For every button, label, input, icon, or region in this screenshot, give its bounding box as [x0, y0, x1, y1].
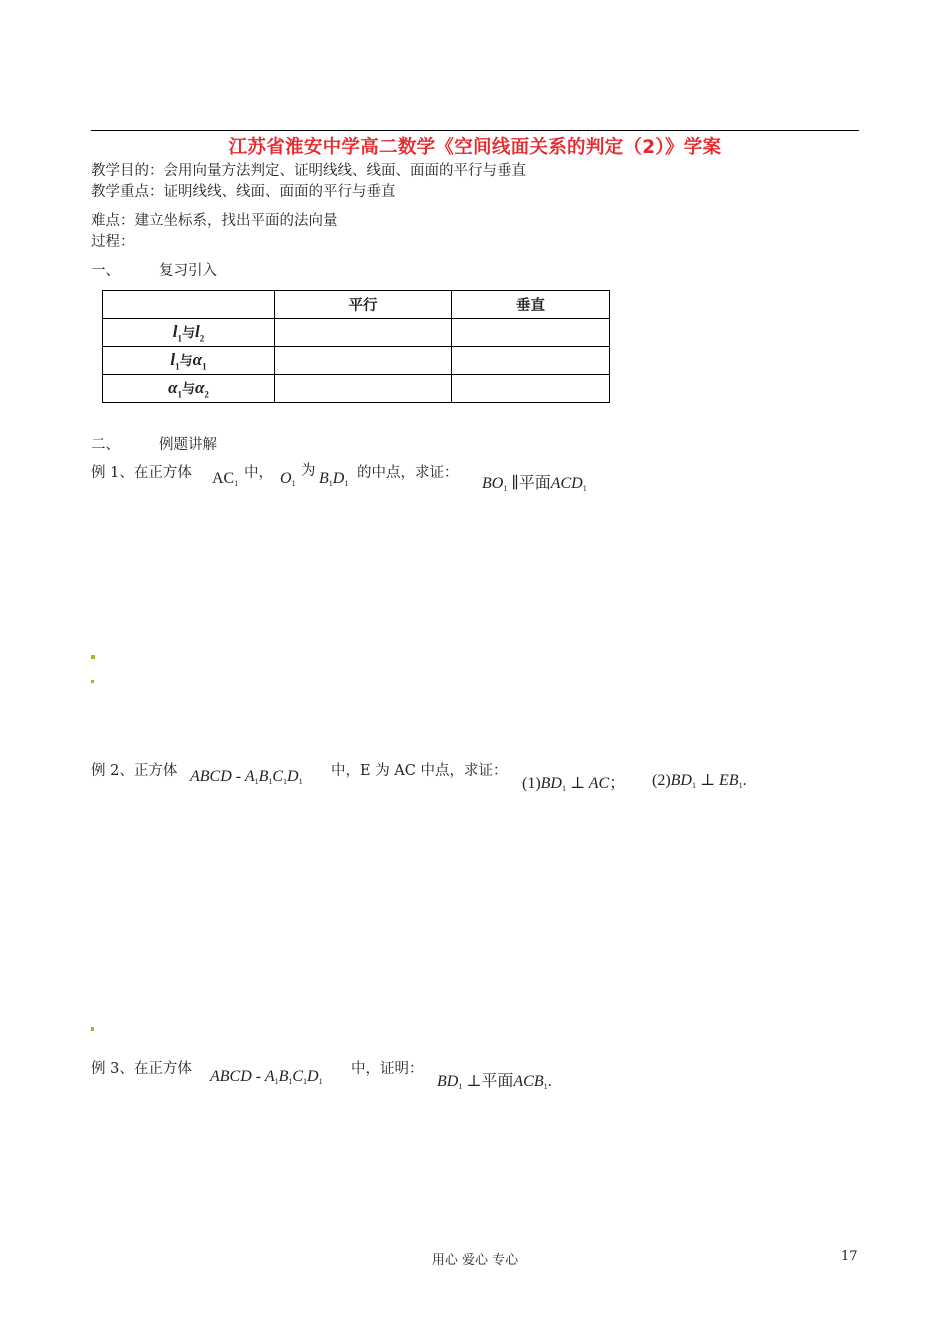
header-parallel: 平行: [275, 291, 452, 319]
example1-cube: $AC_1$: [212, 470, 239, 488]
example3-label: 例 3、在正方体: [91, 1061, 192, 1077]
example3-cube: ABCD - $A_1B_1C_1D_1$: [210, 1068, 323, 1086]
example2-cube: ABCD - $A_1B_1C_1D_1$: [190, 768, 303, 786]
example1-segment-bd: $B_1D_1$: [319, 470, 349, 488]
table-corner-cell: [103, 291, 275, 319]
table-row: [103, 319, 610, 347]
row-header-plane-plane: $\alpha_1$与$\alpha_2$: [103, 375, 275, 403]
review-table: [102, 290, 610, 403]
example3-claim: $BD_1$ ⊥平面$ACB_1$.: [437, 1073, 552, 1091]
table-row: [103, 347, 610, 375]
section1-number: 一、: [91, 263, 120, 279]
example1-label: 例 1、在正方体: [91, 465, 192, 481]
page-title: 江苏省淮安中学高二数学《空间线面关系的判定（2）》学案: [228, 137, 722, 158]
example2-claim-1: $(1)BD_1$ ⊥ AC；: [522, 775, 626, 793]
table-cell: [275, 347, 452, 375]
example2-claim-2: $(2)BD_1$ ⊥ $EB_1$.: [652, 772, 747, 790]
marker-dot: [91, 655, 95, 659]
example1-text-is: 为: [301, 463, 316, 479]
example1-claim: $BO_1$ ∥平面$ACD_1$: [482, 475, 587, 493]
page-number: 17: [841, 1249, 858, 1264]
section1-title: 复习引入: [159, 263, 217, 279]
row-header-line-line: $l_1$与$l_2$: [103, 319, 275, 347]
marker-dot: [91, 680, 94, 683]
table-cell: [452, 319, 610, 347]
row-header-line-plane: $l_1$与$\alpha_1$: [103, 347, 275, 375]
process-line: 过程：: [91, 234, 135, 250]
example1-text-in: 中，: [244, 465, 273, 481]
table-cell: [275, 319, 452, 347]
example1-text-midpoint: 的中点，求证：: [357, 465, 459, 481]
footer-motto: 用心 爱心 专心: [431, 1253, 519, 1268]
table-cell: [452, 375, 610, 403]
key-points-line: 教学重点：证明线线、线面、面面的平行与垂直: [91, 184, 396, 200]
header-perpendicular: 垂直: [452, 291, 610, 319]
example1-point-o: $O_1$: [280, 470, 296, 488]
example3-text: 中，证明：: [351, 1061, 424, 1077]
difficulty-line: 难点：建立坐标系，找出平面的法向量: [91, 213, 338, 229]
section2-number: 二、: [91, 437, 120, 453]
table-cell: [452, 347, 610, 375]
example2-text: 中，E 为 AC 中点，求证：: [331, 763, 508, 779]
objective-line: 教学目的：会用向量方法判定、证明线线、线面、面面的平行与垂直: [91, 163, 526, 179]
marker-dot: [91, 1027, 94, 1031]
section2-title: 例题讲解: [159, 437, 217, 453]
table-cell: [275, 375, 452, 403]
table-header-row: [103, 291, 610, 319]
example2-label: 例 2、正方体: [91, 763, 178, 779]
table-row: [103, 375, 610, 403]
header-rule: [91, 130, 859, 131]
